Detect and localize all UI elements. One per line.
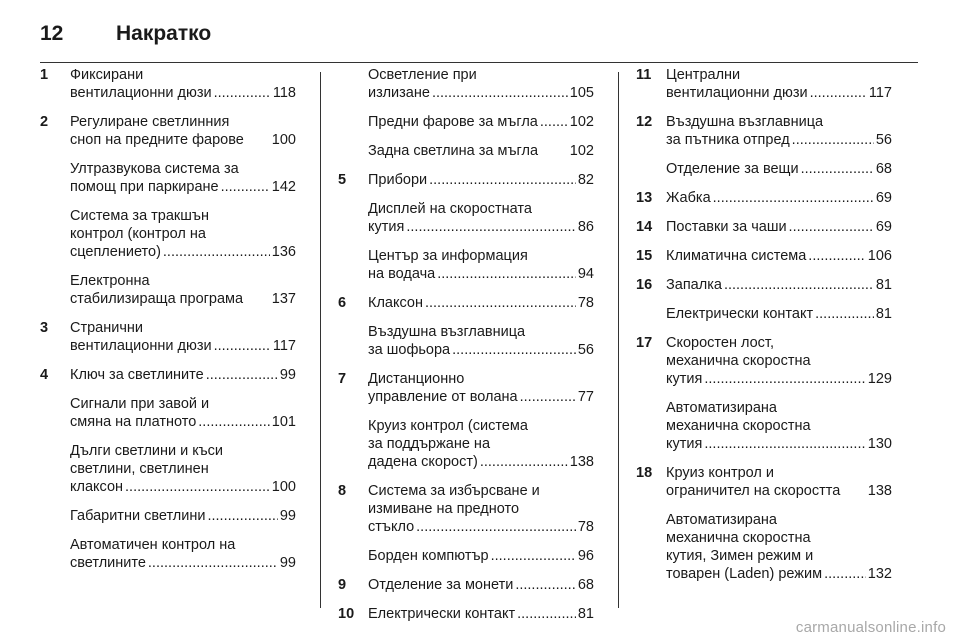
header-divider [40,62,918,63]
entry-text: механична скоростна [666,418,811,434]
entry-text: Жабка [666,190,711,206]
entry-text: сцеплението) [70,244,161,260]
index-entry [338,200,594,236]
callout-number: 11 [636,67,652,83]
column-divider [320,72,321,608]
index-entry [636,276,892,294]
entry-text: Централни [666,67,741,83]
leader-dots [491,547,576,565]
entry-last-line [70,84,296,102]
page-reference: 69 [875,219,892,235]
index-entry [338,370,594,406]
entry-text: вентилационни дюзи [70,85,212,101]
entry-text: Круиз контрол и [666,465,774,481]
index-entry [636,305,892,323]
entry-last-line [368,265,594,283]
entry-text: Електронна [70,273,150,289]
page-reference: 56 [875,132,892,148]
entry-text: Скоростен лост, [666,335,774,351]
index-entry [338,323,594,359]
index-entry [636,334,892,388]
index-entry [338,171,594,189]
callout-number: 15 [636,248,653,264]
entry-text: Електрически контакт [368,606,516,622]
page-reference: 56 [577,342,594,358]
entry-text: Дисплей на скоростната [368,201,532,217]
page-reference: 99 [279,508,296,524]
page-reference: 78 [577,519,594,535]
page-reference: 82 [577,172,594,188]
page-reference: 100 [271,479,296,495]
index-entry [636,399,892,453]
page-reference: 69 [875,190,892,206]
entry-text: на водача [368,266,436,282]
page-reference: 77 [577,389,594,405]
entry-last-line [368,576,594,594]
entry-last-line [368,171,594,189]
entry-text: Борден компютър [368,548,489,564]
page-header [40,18,211,50]
leader-dots [125,478,270,496]
entry-last-line [666,305,892,323]
leader-dots [815,305,874,323]
entry-text: Автоматизирана [666,512,778,528]
entry-last-line [70,243,296,261]
leader-dots [148,554,278,572]
page-reference: 99 [279,555,296,571]
entry-last-line [70,507,296,525]
entry-last-line [368,84,594,102]
page-reference: 78 [577,295,594,311]
page-reference: 106 [867,248,892,264]
entry-text: кутия [666,436,703,452]
index-column-1 [40,66,296,583]
index-entry [338,576,594,594]
entry-text: Дълги светлини и къси [70,443,224,459]
entry-text: вентилационни дюзи [70,338,212,354]
callout-number: 5 [338,172,347,188]
entry-text: Странични [70,320,144,336]
entry-text: стабилизираща програма [70,291,244,307]
index-entry [40,395,296,431]
page-reference: 138 [569,454,594,470]
entry-last-line [368,605,594,623]
leader-dots [221,178,270,196]
leader-dots [517,605,576,623]
page-reference: 86 [577,219,594,235]
watermark: carmanualsonline.info [795,619,946,636]
index-entry [40,272,296,308]
index-entry [636,66,892,102]
page-reference: 101 [271,414,296,430]
page-reference: 136 [271,244,296,260]
page-reference: 96 [577,548,594,564]
entry-text: Ултразвукова система за [70,161,239,177]
entry-last-line [70,178,296,196]
page-reference: 100 [271,132,296,148]
page-reference: 81 [875,277,892,293]
page-reference: 105 [569,85,594,101]
entry-text: механична скоростна [666,353,811,369]
entry-text: Круиз контрол (система [368,418,528,434]
leader-dots [214,84,271,102]
index-entry [636,160,892,178]
entry-text: Въздушна възглавница [666,114,824,130]
page-reference: 117 [272,338,296,354]
entry-text: вентилационни дюзи [666,85,808,101]
entry-last-line [70,554,296,572]
entry-text: Система за избърсване и [368,483,540,499]
leader-dots [480,453,568,471]
entry-text: Поставки за чаши [666,219,787,235]
entry-text: управление от волана [368,389,518,405]
callout-number: 9 [338,577,347,593]
entry-text: Осветление при [368,67,477,83]
page-reference: 102 [569,143,594,159]
entry-text: Ключ за светлините [70,367,204,383]
leader-dots [713,189,874,207]
entry-text: стъкло [368,519,415,535]
page-reference: 137 [271,291,296,307]
callout-number: 14 [636,219,653,235]
index-entry [636,464,892,500]
entry-text: Габаритни светлини [70,508,206,524]
index-entry [40,319,296,355]
page-reference: 68 [875,161,892,177]
leader-dots [416,518,576,536]
index-entry [636,113,892,149]
entry-text: смяна на платното [70,414,197,430]
page-reference: 130 [867,436,892,452]
entry-text: Сигнали при завой и [70,396,210,412]
page-reference: 129 [867,371,892,387]
index-entry [338,605,594,623]
leader-dots [163,243,270,261]
callout-number: 2 [40,114,49,130]
index-entry [338,247,594,283]
entry-last-line [666,482,892,500]
entry-text: Център за информация [368,248,528,264]
entry-text: дадена скорост) [368,454,478,470]
leader-dots [206,366,278,384]
leader-dots [452,341,576,359]
entry-text: измиване на предното [368,501,520,517]
index-entry [40,366,296,384]
index-entry [338,113,594,131]
leader-dots [704,435,865,453]
entry-last-line [368,453,594,471]
entry-text: Регулиране светлинния [70,114,230,130]
callout-number: 18 [636,465,653,481]
entry-last-line [368,341,594,359]
entry-last-line [666,276,892,294]
index-entry [40,507,296,525]
entry-last-line [666,435,892,453]
entry-last-line [368,518,594,536]
index-entry [636,511,892,583]
entry-last-line [70,478,296,496]
entry-text: Дистанционно [368,371,465,387]
leader-dots [824,565,866,583]
index-entry [40,442,296,496]
page-reference: 118 [272,85,296,101]
callout-number: 10 [338,606,355,622]
page-reference: 102 [569,114,594,130]
leader-dots [406,218,576,236]
leader-dots [789,218,874,236]
index-entry [40,66,296,102]
leader-dots [724,276,874,294]
entry-text: товарен (Laden) режим [666,566,823,582]
entry-last-line [666,370,892,388]
entry-last-line [70,131,296,149]
entry-text: ограничител на скоростта [666,483,841,499]
entry-last-line [368,113,594,131]
index-entry [338,482,594,536]
entry-text: за шофьора [368,342,451,358]
page-reference: 81 [875,306,892,322]
entry-last-line [368,218,594,236]
entry-last-line [666,565,892,583]
callout-number: 6 [338,295,347,311]
callout-number: 1 [40,67,49,83]
leader-dots [801,160,874,178]
callout-number: 8 [338,483,347,499]
page-reference: 99 [279,367,296,383]
index-entry [338,142,594,160]
index-entry [40,113,296,149]
entry-text: Отделение за вещи [666,161,799,177]
index-entry [338,294,594,312]
entry-text: Автоматизирана [666,400,778,416]
entry-text: кутия [666,371,703,387]
callout-number: 3 [40,320,49,336]
entry-last-line [368,142,594,160]
entry-last-line [666,131,892,149]
page-reference: 117 [868,85,892,101]
leader-dots [704,370,865,388]
entry-last-line [70,366,296,384]
entry-last-line [70,337,296,355]
leader-dots [520,388,576,406]
entry-text: механична скоростна [666,530,811,546]
leader-dots [425,294,576,312]
entry-text: Автоматичен контрол на [70,537,236,553]
entry-text: Отделение за монети [368,577,514,593]
entry-last-line [368,388,594,406]
entry-text: Климатична система [666,248,807,264]
index-entry [338,417,594,471]
callout-number: 12 [636,114,653,130]
page-reference: 138 [867,483,892,499]
index-entry [636,189,892,207]
entry-text: Клаксон [368,295,423,311]
entry-text: излизане [368,85,430,101]
leader-dots [214,337,271,355]
index-column-2 [338,66,594,634]
entry-text: за поддържане на [368,436,491,452]
entry-last-line [70,413,296,431]
leader-dots [437,265,576,283]
entry-last-line [666,84,892,102]
leader-dots [198,413,270,431]
index-entry [40,160,296,196]
entry-last-line [70,290,296,308]
page-reference: 81 [577,606,594,622]
entry-last-line [666,218,892,236]
entry-text: сноп на предните фарове [70,132,244,148]
page-reference: 94 [577,266,594,282]
entry-text: Прибори [368,172,428,188]
index-entry [338,66,594,102]
leader-dots [207,507,277,525]
entry-text: помощ при паркиране [70,179,219,195]
index-entry [636,247,892,265]
page-reference: 142 [271,179,296,195]
entry-text: за пътника отпред [666,132,790,148]
entry-last-line [666,189,892,207]
index-entry [40,207,296,261]
page-reference: 132 [867,566,892,582]
leader-dots [810,84,867,102]
entry-last-line [666,247,892,265]
leader-dots [792,131,874,149]
leader-dots [432,84,568,102]
entry-last-line [666,160,892,178]
entry-last-line [368,547,594,565]
leader-dots [515,576,576,594]
leader-dots [429,171,576,189]
entry-text: клаксон [70,479,124,495]
entry-text: Въздушна възглавница [368,324,526,340]
entry-text: Предни фарове за мъгла [368,114,538,130]
entry-text: кутия, Зимен режим и [666,548,814,564]
entry-text: Електрически контакт [666,306,814,322]
callout-number: 4 [40,367,49,383]
leader-dots [808,247,866,265]
callout-number: 13 [636,190,653,206]
callout-number: 7 [338,371,347,387]
entry-text: светлините [70,555,146,571]
index-column-3 [636,66,892,594]
entry-text: кутия [368,219,405,235]
page-number: 12 [40,22,64,45]
leader-dots [540,113,568,131]
entry-last-line [368,294,594,312]
callout-number: 17 [636,335,653,351]
index-entry [40,536,296,572]
callout-number: 16 [636,277,653,293]
page-reference: 68 [577,577,594,593]
entry-text: Задна светлина за мъгла [368,143,539,159]
index-entry [636,218,892,236]
index-entry [338,547,594,565]
entry-text: контрол (контрол на [70,226,206,242]
column-divider [618,72,619,608]
entry-text: Фиксирани [70,67,144,83]
entry-text: Запалка [666,277,722,293]
page-title: Накратко [116,22,212,45]
entry-text: светлини, светлинен [70,461,209,477]
entry-text: Система за тракшън [70,208,209,224]
